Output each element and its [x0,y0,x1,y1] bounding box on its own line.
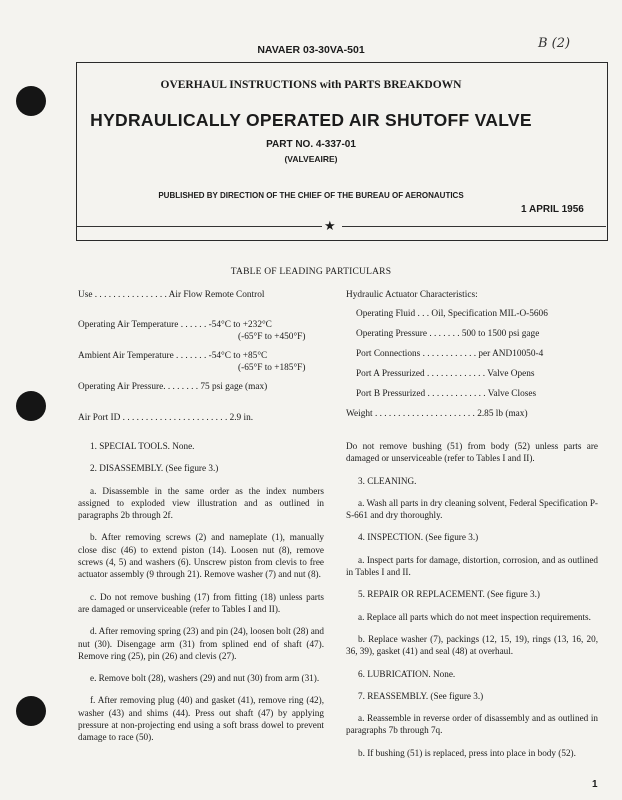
page-number: 1 [592,779,598,790]
particular-port-b: Port B Pressurized . . . . . . . . . . . . . Valve Closes [356,389,537,399]
section-inspection: 4. INSPECTION. (See figure 3.) [358,532,479,543]
published-by-line: PUBLISHED BY DIRECTION OF THE CHIEF OF THE BUREAU OF AERONAUTICS [158,191,464,200]
manufacturer: (VALVEAIRE) [284,154,338,164]
section-special-tools: 1. SPECIAL TOOLS. None. [90,441,195,451]
doc-number: NAVAER 03-30VA-501 [257,44,365,56]
particular-operating-air-temp-f: (-65°F to +450°F) [238,332,306,342]
paragraph-4a: a. Inspect parts for damage, distortion, corrosion, and as outlined in Tables I and II. [346,554,598,578]
section-cleaning: 3. CLEANING. [358,475,417,486]
star-icon: ★ [324,218,336,233]
paragraph-7b: b. If bushing (51) is replaced, press into place in body (52). [358,747,576,758]
section-reassembly: 7. REASSEMBLY. (See figure 3.) [358,690,484,701]
section-lubrication: 6. LUBRICATION. None. [358,668,456,679]
particular-air-port-id: Air Port ID . . . . . . . . . . . . . . . . . . . . . . . 2.9 in. [78,413,254,423]
document-title: HYDRAULICALLY OPERATED AIR SHUTOFF VALVE [90,110,532,130]
paragraph-2f-continued: Do not remove bushing (51) from body (52) unless parts are damaged or unserviceable (refer to Tables I and II). [346,441,598,464]
paragraph-2c: c. Do not remove bushing (17) from fitting (18) unless parts are damaged or unserviceable (refer to Tables I and II). [78,591,324,614]
particular-operating-air-pressure: Operating Air Pressure. . . . . . . . 75 psi gage (max) [78,382,268,392]
hydraulic-actuator-heading: Hydraulic Actuator Characteristics: [346,290,478,300]
particulars-heading: TABLE OF LEADING PARTICULARS [230,267,392,277]
body-left-column [78,440,324,744]
publication-date: 1 APRIL 1956 [521,204,584,215]
section-disassembly: 2. DISASSEMBLY. (See figure 3.) [90,463,219,474]
star-rule [0,218,622,233]
overhaul-instructions-line: OVERHAUL INSTRUCTIONS with PARTS BREAKDOWN [160,79,462,91]
particular-use: Use . . . . . . . . . . . . . . . . Air Flow Remote Control [78,290,265,300]
body-right-column [346,440,598,759]
paragraph-2b: b. After removing screws (2) and nameplate (1), manually close disc (46) to extend piston (14). Loosen nut (8), remove screws (4, 5) and washers (6). Unscrew piston from clevis to free actuator assembly (9 through 21). Remove washer (7) and nut (8). [78,532,324,580]
particular-operating-pressure: Operating Pressure . . . . . . . 500 to 1500 psi gage [356,329,540,339]
paragraph-2d: d. After removing spring (23) and pin (24), loosen bolt (28) and nut (30). Disengage arm (31) from splined end of shaft (47). Remove ring (25), pin (26) and clevis (27). [78,626,324,661]
paragraph-2e: e. Remove bolt (28), washers (29) and nut (30) from arm (31). [90,673,320,684]
paragraph-3a: a. Wash all parts in dry cleaning solvent, Federal Specification P-S-661 and dry thoroughly. [346,497,598,521]
particular-operating-air-temp: Operating Air Temperature . . . . . . -54°C to +232°C [78,320,272,330]
particular-ambient-air-temp-f: (-65°F to +185°F) [238,363,306,373]
paragraph-2f: f. After removing plug (40) and gasket (41), remove ring (42), washer (43) and shims (44). Press out shaft (47) by applying pressure at non-projecting end using a soft brass dowel to prevent damage to race (50). [78,695,324,743]
binder-hole-middle [16,391,46,421]
paragraph-7a: a. Reassemble in reverse order of disassembly and as outlined in paragraphs 7b through 7q. [346,713,598,736]
section-repair-replacement: 5. REPAIR OR REPLACEMENT. (See figure 3.) [358,589,540,600]
particular-port-a: Port A Pressurized . . . . . . . . . . . . . Valve Opens [356,369,535,379]
binder-hole-bottom [16,696,46,726]
particular-weight: Weight . . . . . . . . . . . . . . . . . . . . . . 2.85 lb (max) [346,409,528,419]
paragraph-5b: b. Replace washer (7), packings (12, 15, 19), rings (13, 16, 20, 36, 39), gasket (41) and seal (48) at overhaul. [346,633,598,657]
paragraph-2a: a. Disassemble in the same order as the index numbers assigned to exploded view illustration and as outlined in paragraphs 2b through 2f. [78,485,324,521]
particular-ambient-air-temp: Ambient Air Temperature . . . . . . . -54°C to +85°C [78,351,268,361]
particular-operating-fluid: Operating Fluid . . . Oil, Specification MIL-O-5606 [356,309,548,319]
paragraph-5a: a. Replace all parts which do not meet inspection requirements. [358,611,591,622]
part-number: PART NO. 4-337-01 [266,139,356,150]
particular-port-connections: Port Connections . . . . . . . . . . . . per AND10050-4 [356,349,544,359]
handwritten-mark: B (2) [538,36,571,51]
